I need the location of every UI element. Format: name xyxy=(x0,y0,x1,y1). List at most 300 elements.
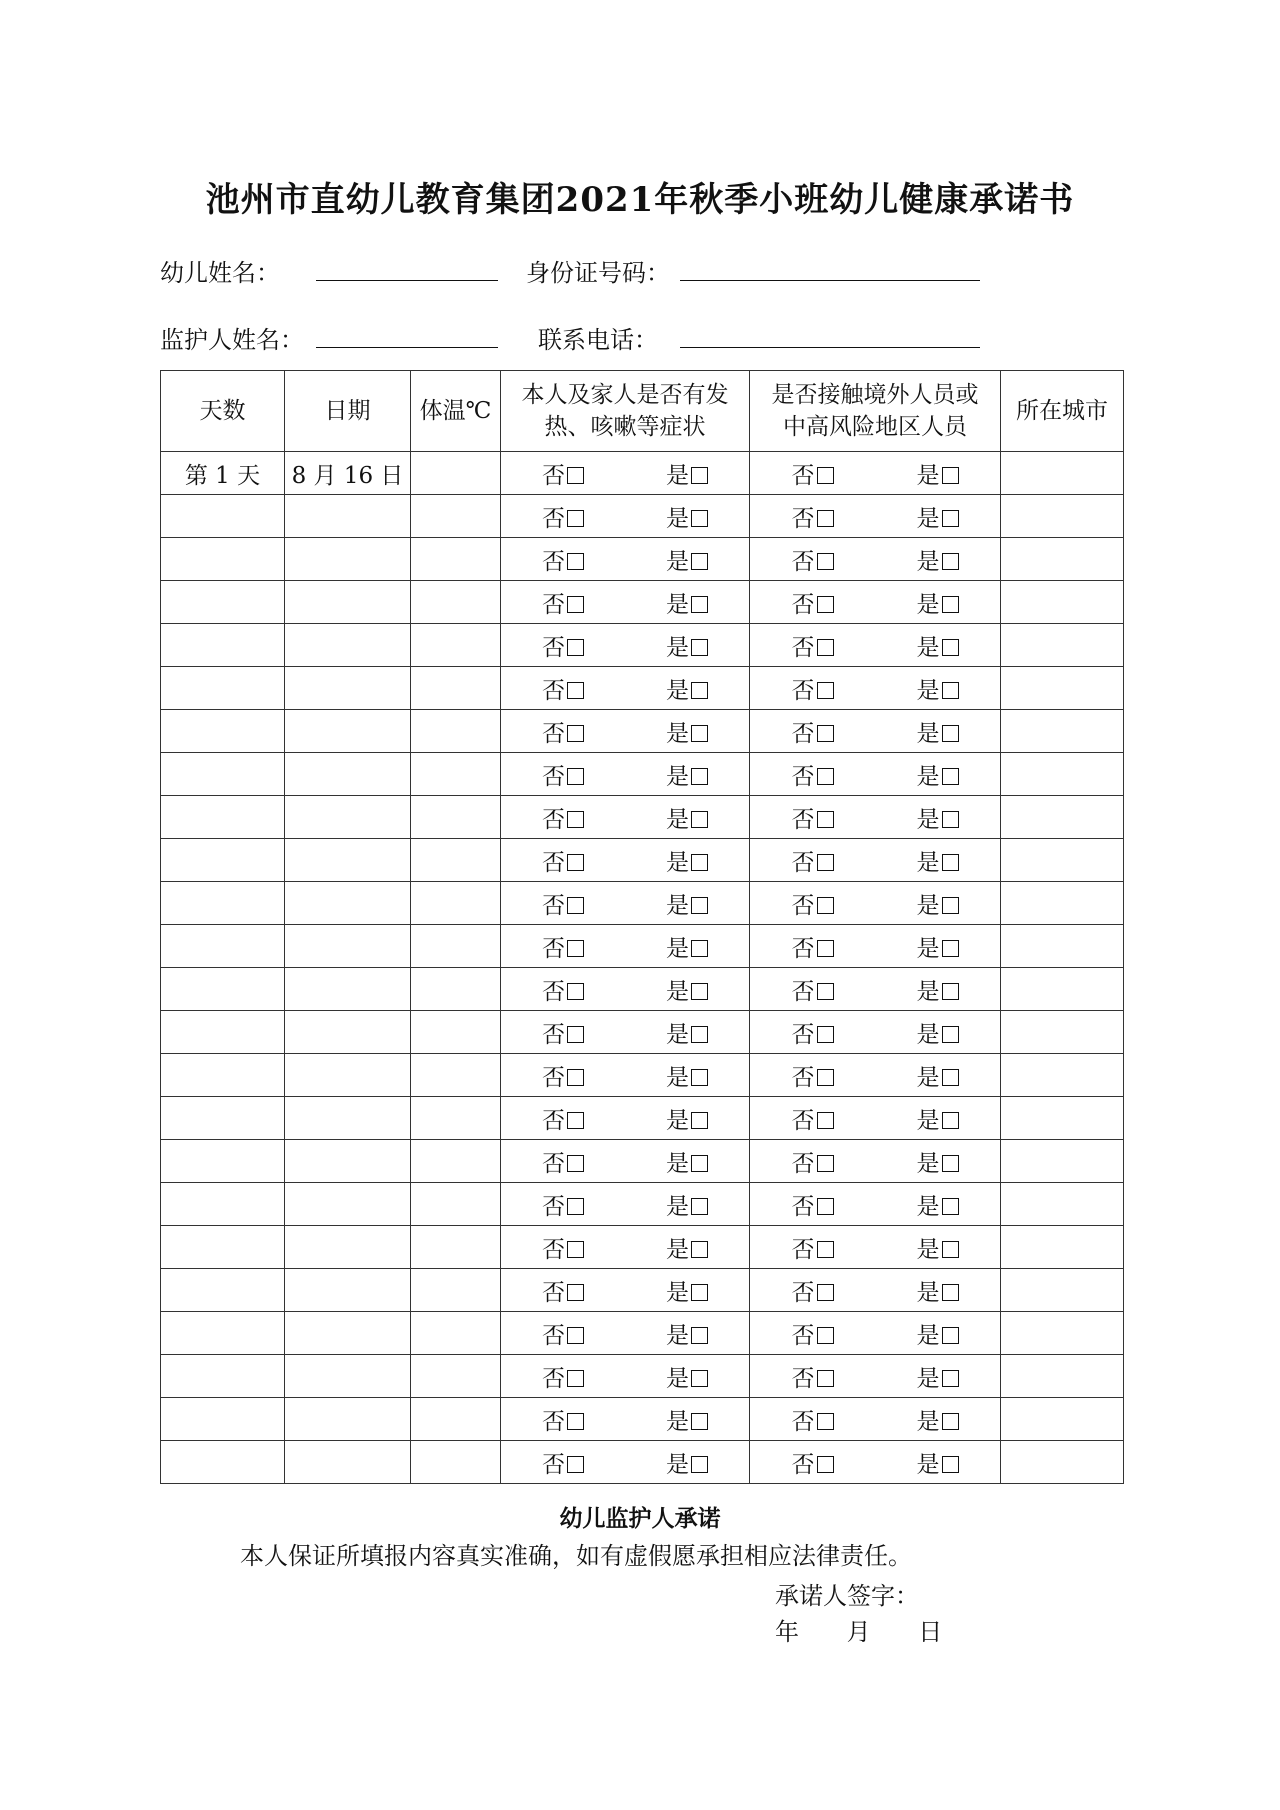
temperature-cell[interactable] xyxy=(411,1355,501,1398)
day-cell[interactable] xyxy=(161,796,285,839)
day-cell[interactable] xyxy=(161,1054,285,1097)
date-cell[interactable] xyxy=(285,1398,411,1441)
city-cell[interactable] xyxy=(1001,1011,1124,1054)
contact-yes-option[interactable] xyxy=(875,1317,1000,1350)
date-cell[interactable] xyxy=(285,581,411,624)
no-checkbox[interactable] xyxy=(817,854,834,871)
no-checkbox[interactable] xyxy=(567,725,584,742)
contact-no-option[interactable] xyxy=(750,500,875,533)
symptoms-no-option[interactable] xyxy=(501,543,625,576)
yes-checkbox[interactable] xyxy=(942,639,959,656)
contact-no-option[interactable] xyxy=(750,758,875,791)
day-cell[interactable] xyxy=(161,1183,285,1226)
date-cell[interactable] xyxy=(285,667,411,710)
contact-no-option[interactable] xyxy=(750,543,875,576)
yes-checkbox[interactable] xyxy=(942,1456,959,1473)
symptoms-yes-option[interactable] xyxy=(625,930,749,963)
no-checkbox[interactable] xyxy=(817,811,834,828)
day-cell[interactable] xyxy=(161,667,285,710)
yes-checkbox[interactable] xyxy=(942,940,959,957)
day-cell[interactable] xyxy=(161,710,285,753)
no-label: 否 xyxy=(791,978,815,1005)
no-checkbox[interactable] xyxy=(817,940,834,957)
day-cell[interactable] xyxy=(161,968,285,1011)
contact-no-option[interactable] xyxy=(750,1231,875,1264)
temperature-cell[interactable] xyxy=(411,1441,501,1484)
day-cell[interactable] xyxy=(161,1097,285,1140)
day-cell[interactable] xyxy=(161,839,285,882)
no-checkbox[interactable] xyxy=(567,553,584,570)
symptoms-yes-option[interactable] xyxy=(625,1016,749,1049)
temperature-cell[interactable] xyxy=(411,753,501,796)
city-cell[interactable] xyxy=(1001,452,1124,495)
temperature-cell[interactable] xyxy=(411,839,501,882)
yes-checkbox[interactable] xyxy=(691,682,708,699)
temperature-cell[interactable] xyxy=(411,710,501,753)
temperature-cell[interactable] xyxy=(411,667,501,710)
yes-label: 是 xyxy=(666,1107,689,1134)
symptoms-no-option[interactable] xyxy=(501,930,625,963)
no-checkbox[interactable] xyxy=(567,1155,584,1172)
contact-yes-option[interactable] xyxy=(875,629,1000,662)
yes-checkbox[interactable] xyxy=(691,596,708,613)
symptoms-no-option[interactable] xyxy=(501,1016,625,1049)
temperature-cell[interactable] xyxy=(411,1312,501,1355)
symptoms-no-option[interactable] xyxy=(501,1145,625,1178)
symptoms-yes-option[interactable] xyxy=(625,973,749,1006)
city-cell[interactable] xyxy=(1001,1054,1124,1097)
contact-yes-option[interactable] xyxy=(875,887,1000,920)
no-checkbox[interactable] xyxy=(567,1327,584,1344)
contact-yes-option[interactable] xyxy=(875,1102,1000,1135)
temperature-cell[interactable] xyxy=(411,1398,501,1441)
no-label: 否 xyxy=(542,1408,565,1435)
no-checkbox[interactable] xyxy=(817,1155,834,1172)
yes-checkbox[interactable] xyxy=(942,768,959,785)
contact-no-option[interactable] xyxy=(750,1188,875,1221)
city-cell[interactable] xyxy=(1001,1312,1124,1355)
contact-yes-option[interactable] xyxy=(875,1274,1000,1307)
day-cell[interactable] xyxy=(161,538,285,581)
temperature-cell[interactable] xyxy=(411,796,501,839)
day-cell[interactable] xyxy=(161,1441,285,1484)
symptoms-yes-option[interactable] xyxy=(625,844,749,877)
contact-cell xyxy=(750,753,1001,796)
contact-no-option[interactable] xyxy=(750,672,875,705)
date-cell[interactable] xyxy=(285,796,411,839)
day-cell[interactable] xyxy=(161,624,285,667)
symptoms-no-option[interactable] xyxy=(501,887,625,920)
symptoms-yes-option[interactable] xyxy=(625,1188,749,1221)
date-cell[interactable] xyxy=(285,1355,411,1398)
contact-cell xyxy=(750,667,1001,710)
date-cell[interactable] xyxy=(285,1011,411,1054)
day-cell[interactable] xyxy=(161,925,285,968)
yes-checkbox[interactable] xyxy=(942,897,959,914)
contact-no-option[interactable] xyxy=(750,457,875,490)
date-cell[interactable] xyxy=(285,753,411,796)
date-cell[interactable] xyxy=(285,839,411,882)
temperature-cell[interactable] xyxy=(411,1011,501,1054)
contact-no-option[interactable] xyxy=(750,1145,875,1178)
temperature-cell[interactable] xyxy=(411,495,501,538)
no-checkbox[interactable] xyxy=(817,1456,834,1473)
contact-yes-option[interactable] xyxy=(875,1059,1000,1092)
temperature-cell[interactable] xyxy=(411,581,501,624)
no-checkbox[interactable] xyxy=(817,1112,834,1129)
symptoms-yes-option[interactable] xyxy=(625,1403,749,1436)
symptoms-no-option[interactable] xyxy=(501,1360,625,1393)
symptoms-yes-option[interactable] xyxy=(625,1102,749,1135)
contact-yes-option[interactable] xyxy=(875,672,1000,705)
no-checkbox[interactable] xyxy=(567,1370,584,1387)
symptoms-yes-option[interactable] xyxy=(625,887,749,920)
symptoms-yes-option[interactable] xyxy=(625,715,749,748)
contact-yes-option[interactable] xyxy=(875,1188,1000,1221)
date-cell[interactable] xyxy=(285,1054,411,1097)
no-checkbox[interactable] xyxy=(817,510,834,527)
city-cell[interactable] xyxy=(1001,624,1124,667)
symptoms-no-option[interactable] xyxy=(501,844,625,877)
symptoms-yes-option[interactable] xyxy=(625,500,749,533)
yes-checkbox[interactable] xyxy=(942,682,959,699)
symptoms-no-option[interactable] xyxy=(501,1188,625,1221)
contact-yes-option[interactable] xyxy=(875,457,1000,490)
city-cell[interactable] xyxy=(1001,538,1124,581)
temperature-cell[interactable] xyxy=(411,452,501,495)
yes-checkbox[interactable] xyxy=(942,811,959,828)
contact-yes-option[interactable] xyxy=(875,844,1000,877)
contact-no-option[interactable] xyxy=(750,1274,875,1307)
yes-checkbox[interactable] xyxy=(691,1413,708,1430)
yes-checkbox[interactable] xyxy=(691,1370,708,1387)
city-cell[interactable] xyxy=(1001,495,1124,538)
symptoms-yes-option[interactable] xyxy=(625,629,749,662)
yes-checkbox[interactable] xyxy=(691,811,708,828)
contact-yes-option[interactable] xyxy=(875,543,1000,576)
yes-checkbox[interactable] xyxy=(942,1413,959,1430)
id-number-field[interactable] xyxy=(680,280,980,281)
no-checkbox[interactable] xyxy=(567,1241,584,1258)
yes-checkbox[interactable] xyxy=(942,725,959,742)
city-cell[interactable] xyxy=(1001,667,1124,710)
contact-yes-option[interactable] xyxy=(875,930,1000,963)
yes-checkbox[interactable] xyxy=(942,467,959,484)
no-checkbox[interactable] xyxy=(817,1370,834,1387)
yes-checkbox[interactable] xyxy=(942,1069,959,1086)
temperature-cell[interactable] xyxy=(411,1054,501,1097)
yes-checkbox[interactable] xyxy=(691,1284,708,1301)
yes-checkbox[interactable] xyxy=(942,1026,959,1043)
no-checkbox[interactable] xyxy=(567,682,584,699)
no-checkbox[interactable] xyxy=(817,725,834,742)
city-cell[interactable] xyxy=(1001,882,1124,925)
city-cell[interactable] xyxy=(1001,1269,1124,1312)
contact-yes-option[interactable] xyxy=(875,1231,1000,1264)
no-checkbox[interactable] xyxy=(817,1241,834,1258)
contact-no-option[interactable] xyxy=(750,1016,875,1049)
temperature-cell[interactable] xyxy=(411,882,501,925)
contact-yes-option[interactable] xyxy=(875,1446,1000,1479)
no-checkbox[interactable] xyxy=(817,768,834,785)
contact-no-option[interactable] xyxy=(750,887,875,920)
symptoms-no-option[interactable] xyxy=(501,500,625,533)
no-checkbox[interactable] xyxy=(567,940,584,957)
date-cell[interactable] xyxy=(285,1140,411,1183)
no-checkbox[interactable] xyxy=(817,553,834,570)
city-cell[interactable] xyxy=(1001,1398,1124,1441)
date-cell[interactable] xyxy=(285,925,411,968)
no-checkbox[interactable] xyxy=(817,467,834,484)
contact-no-option[interactable] xyxy=(750,1317,875,1350)
temperature-cell[interactable] xyxy=(411,538,501,581)
date-cell[interactable] xyxy=(285,1183,411,1226)
no-checkbox[interactable] xyxy=(567,811,584,828)
day-cell[interactable] xyxy=(161,882,285,925)
symptoms-no-option[interactable] xyxy=(501,1446,625,1479)
child-name-field[interactable] xyxy=(316,280,498,281)
yes-checkbox[interactable] xyxy=(691,897,708,914)
yes-checkbox[interactable] xyxy=(691,983,708,1000)
city-cell[interactable] xyxy=(1001,1355,1124,1398)
day-cell[interactable] xyxy=(161,581,285,624)
contact-yes-option[interactable] xyxy=(875,586,1000,619)
temperature-cell[interactable] xyxy=(411,925,501,968)
yes-checkbox[interactable] xyxy=(942,854,959,871)
day-cell[interactable] xyxy=(161,1269,285,1312)
date-cell[interactable] xyxy=(285,1269,411,1312)
no-checkbox[interactable] xyxy=(567,983,584,1000)
yes-checkbox[interactable] xyxy=(691,1198,708,1215)
contact-yes-option[interactable] xyxy=(875,500,1000,533)
symptoms-no-option[interactable] xyxy=(501,586,625,619)
yes-checkbox[interactable] xyxy=(942,553,959,570)
symptoms-no-option[interactable] xyxy=(501,1059,625,1092)
date-cell[interactable] xyxy=(285,710,411,753)
no-checkbox[interactable] xyxy=(817,983,834,1000)
no-checkbox[interactable] xyxy=(567,467,584,484)
date-cell[interactable] xyxy=(285,495,411,538)
contact-no-option[interactable] xyxy=(750,1102,875,1135)
contact-yes-option[interactable] xyxy=(875,758,1000,791)
contact-yes-option[interactable] xyxy=(875,973,1000,1006)
symptoms-yes-option[interactable] xyxy=(625,586,749,619)
temperature-cell[interactable] xyxy=(411,968,501,1011)
yes-checkbox[interactable] xyxy=(691,1327,708,1344)
symptoms-no-option[interactable] xyxy=(501,1274,625,1307)
child-name-label: 幼儿姓名： xyxy=(160,259,280,287)
symptoms-yes-option[interactable] xyxy=(625,1145,749,1178)
no-checkbox[interactable] xyxy=(567,639,584,656)
city-cell[interactable] xyxy=(1001,581,1124,624)
symptoms-no-option[interactable] xyxy=(501,1403,625,1436)
contact-yes-option[interactable] xyxy=(875,1403,1000,1436)
date-cell[interactable] xyxy=(285,882,411,925)
yes-checkbox[interactable] xyxy=(691,639,708,656)
contact-yes-option[interactable] xyxy=(875,1145,1000,1178)
yes-checkbox[interactable] xyxy=(691,1155,708,1172)
contact-no-option[interactable] xyxy=(750,1360,875,1393)
no-checkbox[interactable] xyxy=(817,1327,834,1344)
date-cell[interactable] xyxy=(285,624,411,667)
date-cell[interactable] xyxy=(285,1441,411,1484)
day-cell[interactable] xyxy=(161,1226,285,1269)
yes-checkbox[interactable] xyxy=(942,1370,959,1387)
symptoms-no-option[interactable] xyxy=(501,758,625,791)
no-checkbox[interactable] xyxy=(567,510,584,527)
yes-checkbox[interactable] xyxy=(942,1112,959,1129)
date-cell[interactable] xyxy=(285,538,411,581)
contact-no-option[interactable] xyxy=(750,1403,875,1436)
symptoms-yes-option[interactable] xyxy=(625,457,749,490)
temperature-cell[interactable] xyxy=(411,624,501,667)
symptoms-yes-option[interactable] xyxy=(625,1274,749,1307)
temperature-cell[interactable] xyxy=(411,1140,501,1183)
no-checkbox[interactable] xyxy=(567,1026,584,1043)
yes-checkbox[interactable] xyxy=(942,596,959,613)
symptoms-no-option[interactable] xyxy=(501,1231,625,1264)
day-cell[interactable] xyxy=(161,1398,285,1441)
no-checkbox[interactable] xyxy=(817,1284,834,1301)
no-checkbox[interactable] xyxy=(567,768,584,785)
symptoms-yes-option[interactable] xyxy=(625,543,749,576)
no-checkbox[interactable] xyxy=(567,1198,584,1215)
temperature-cell[interactable] xyxy=(411,1226,501,1269)
contact-no-option[interactable] xyxy=(750,930,875,963)
symptoms-yes-option[interactable] xyxy=(625,801,749,834)
yes-checkbox[interactable] xyxy=(942,983,959,1000)
city-cell[interactable] xyxy=(1001,968,1124,1011)
contact-yes-option[interactable] xyxy=(875,1360,1000,1393)
symptoms-no-option[interactable] xyxy=(501,1317,625,1350)
day-cell[interactable] xyxy=(161,495,285,538)
no-checkbox[interactable] xyxy=(567,1112,584,1129)
symptoms-cell xyxy=(501,452,750,495)
no-checkbox[interactable] xyxy=(567,1456,584,1473)
symptoms-no-option[interactable] xyxy=(501,973,625,1006)
symptoms-no-option[interactable] xyxy=(501,715,625,748)
yes-checkbox[interactable] xyxy=(691,553,708,570)
symptoms-no-option[interactable] xyxy=(501,629,625,662)
date-cell[interactable] xyxy=(285,1097,411,1140)
no-checkbox[interactable] xyxy=(567,1284,584,1301)
date-cell[interactable] xyxy=(285,968,411,1011)
symptoms-no-option[interactable] xyxy=(501,672,625,705)
symptoms-yes-option[interactable] xyxy=(625,1446,749,1479)
day-cell[interactable] xyxy=(161,753,285,796)
no-checkbox[interactable] xyxy=(817,639,834,656)
no-checkbox[interactable] xyxy=(567,854,584,871)
symptoms-yes-option[interactable] xyxy=(625,1360,749,1393)
symptoms-no-option[interactable] xyxy=(501,801,625,834)
temperature-cell[interactable] xyxy=(411,1183,501,1226)
contact-yes-option[interactable] xyxy=(875,801,1000,834)
date-cell[interactable] xyxy=(285,1226,411,1269)
yes-checkbox[interactable] xyxy=(691,510,708,527)
yes-checkbox[interactable] xyxy=(691,768,708,785)
contact-no-option[interactable] xyxy=(750,1059,875,1092)
yes-checkbox[interactable] xyxy=(691,1456,708,1473)
yes-checkbox[interactable] xyxy=(691,854,708,871)
contact-no-option[interactable] xyxy=(750,844,875,877)
contact-yes-option[interactable] xyxy=(875,1016,1000,1049)
no-checkbox[interactable] xyxy=(817,1413,834,1430)
city-cell[interactable] xyxy=(1001,839,1124,882)
contact-no-option[interactable] xyxy=(750,801,875,834)
symptoms-yes-option[interactable] xyxy=(625,1059,749,1092)
yes-checkbox[interactable] xyxy=(942,1155,959,1172)
yes-checkbox[interactable] xyxy=(942,1241,959,1258)
symptoms-yes-option[interactable] xyxy=(625,672,749,705)
symptoms-yes-option[interactable] xyxy=(625,1317,749,1350)
city-cell[interactable] xyxy=(1001,1140,1124,1183)
no-checkbox[interactable] xyxy=(817,1026,834,1043)
no-checkbox[interactable] xyxy=(817,1198,834,1215)
temperature-cell[interactable] xyxy=(411,1097,501,1140)
city-cell[interactable] xyxy=(1001,1097,1124,1140)
yes-checkbox[interactable] xyxy=(691,467,708,484)
contact-no-option[interactable] xyxy=(750,629,875,662)
city-cell[interactable] xyxy=(1001,1183,1124,1226)
symptoms-no-option[interactable] xyxy=(501,1102,625,1135)
phone-field[interactable] xyxy=(680,347,980,348)
city-cell[interactable] xyxy=(1001,753,1124,796)
day-cell[interactable] xyxy=(161,1355,285,1398)
symptoms-no-option[interactable] xyxy=(501,457,625,490)
contact-no-option[interactable] xyxy=(750,973,875,1006)
no-checkbox[interactable] xyxy=(567,1069,584,1086)
city-cell[interactable] xyxy=(1001,796,1124,839)
day-cell[interactable] xyxy=(161,1312,285,1355)
day-cell[interactable] xyxy=(161,1011,285,1054)
city-cell[interactable] xyxy=(1001,925,1124,968)
yes-checkbox[interactable] xyxy=(691,1026,708,1043)
no-checkbox[interactable] xyxy=(567,596,584,613)
yes-checkbox[interactable] xyxy=(691,1241,708,1258)
no-checkbox[interactable] xyxy=(817,682,834,699)
yes-checkbox[interactable] xyxy=(691,1069,708,1086)
contact-no-option[interactable] xyxy=(750,1446,875,1479)
no-checkbox[interactable] xyxy=(817,1069,834,1086)
contact-yes-option[interactable] xyxy=(875,715,1000,748)
yes-checkbox[interactable] xyxy=(691,1112,708,1129)
city-cell[interactable] xyxy=(1001,1226,1124,1269)
no-checkbox[interactable] xyxy=(567,1413,584,1430)
city-cell[interactable] xyxy=(1001,1441,1124,1484)
yes-label: 是 xyxy=(916,1021,940,1048)
no-checkbox[interactable] xyxy=(817,897,834,914)
yes-checkbox[interactable] xyxy=(691,725,708,742)
guardian-name-field[interactable] xyxy=(316,347,498,348)
date-cell[interactable] xyxy=(285,1312,411,1355)
day-cell[interactable] xyxy=(161,1140,285,1183)
contact-no-option[interactable] xyxy=(750,586,875,619)
temperature-cell[interactable] xyxy=(411,1269,501,1312)
yes-checkbox[interactable] xyxy=(942,1327,959,1344)
no-label: 否 xyxy=(791,720,815,747)
yes-checkbox[interactable] xyxy=(942,1284,959,1301)
contact-cell xyxy=(750,538,1001,581)
yes-checkbox[interactable] xyxy=(691,940,708,957)
yes-checkbox[interactable] xyxy=(942,1198,959,1215)
no-checkbox[interactable] xyxy=(817,596,834,613)
symptoms-yes-option[interactable] xyxy=(625,1231,749,1264)
symptoms-yes-option[interactable] xyxy=(625,758,749,791)
no-checkbox[interactable] xyxy=(567,897,584,914)
contact-no-option[interactable] xyxy=(750,715,875,748)
yes-checkbox[interactable] xyxy=(942,510,959,527)
city-cell[interactable] xyxy=(1001,710,1124,753)
